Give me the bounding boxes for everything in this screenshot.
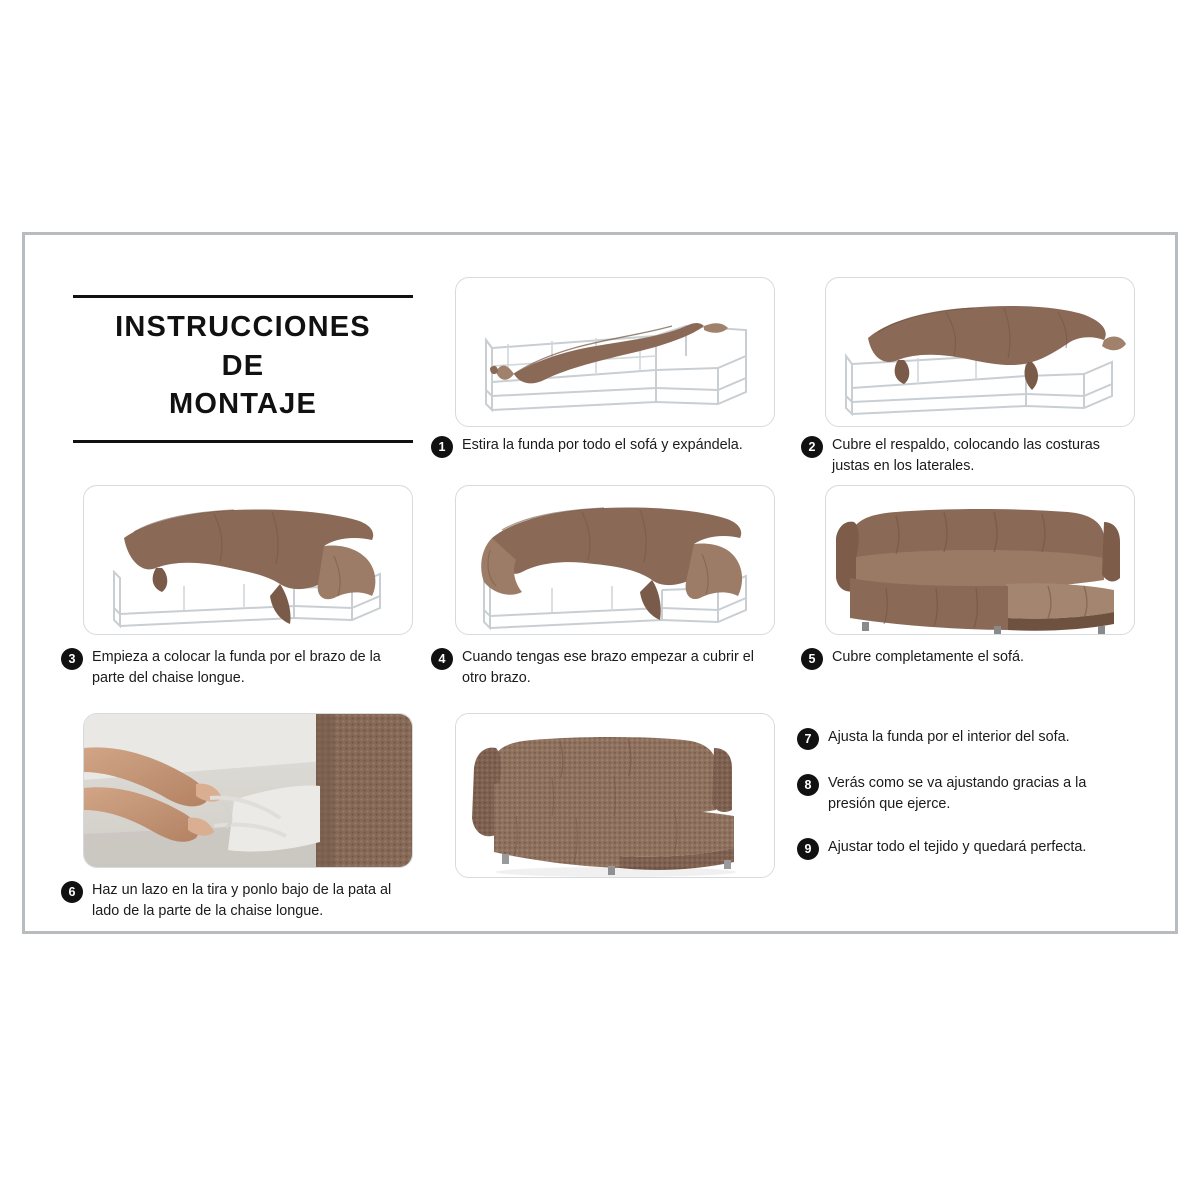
- step-6-text: Haz un lazo en la tira y ponlo bajo de la pata al lado de la parte de la chaise longue.: [92, 882, 392, 919]
- step-7-caption: [797, 727, 1117, 750]
- sofa-outline-step3-icon: [84, 486, 413, 635]
- instructions-sheet-frame: [22, 232, 1178, 934]
- step-3-caption: [61, 647, 416, 689]
- step-6-illustration-panel: [83, 713, 413, 868]
- step-4-text: Cuando tengas ese brazo empezar a cubrir el otro brazo.: [462, 649, 754, 686]
- step-6-caption: [61, 880, 421, 922]
- step-2-illustration-panel: [825, 277, 1135, 427]
- step-8-caption: [797, 773, 1117, 815]
- step-9-caption: [797, 837, 1127, 860]
- step-1-text: Estira la funda por todo el sofá y expándela.: [462, 437, 743, 453]
- step-4-illustration-panel: [455, 485, 775, 635]
- hands-tying-strap-photo: [84, 714, 413, 868]
- step-9-text: Ajustar todo el tejido y quedará perfecta.: [828, 839, 1087, 855]
- step-2-text: Cubre el respaldo, colocando las costuras justas en los laterales.: [832, 437, 1100, 474]
- instructions-sheet-inner: [25, 235, 1175, 931]
- page-title: [73, 295, 413, 443]
- step-9-badge: 9: [797, 838, 819, 860]
- step-2-caption: [801, 435, 1121, 477]
- title-line-1: INSTRUCCIONES: [115, 311, 371, 343]
- step-2-badge: 2: [801, 436, 823, 458]
- step-3-text: Empieza a colocar la funda por el brazo de la parte del chaise longue.: [92, 649, 381, 686]
- step-7-badge: 7: [797, 728, 819, 750]
- title-rule-bottom: [73, 440, 413, 443]
- step-8-text: Verás como se va ajustando gracias a la presión que ejerce.: [828, 775, 1087, 812]
- step-1-badge: 1: [431, 436, 453, 458]
- step-4-badge: 4: [431, 648, 453, 670]
- finished-sofa-photo: [456, 714, 775, 878]
- step-4-caption: [431, 647, 771, 689]
- step-5-caption: [801, 647, 1101, 670]
- step-5-text: Cubre completamente el sofá.: [832, 649, 1024, 665]
- step-1-caption: [431, 435, 781, 458]
- step-7-text: Ajusta la funda por el interior del sofa.: [828, 729, 1070, 745]
- sofa-outline-step4-icon: [456, 486, 775, 635]
- step-3-badge: 3: [61, 648, 83, 670]
- step-5-badge: 5: [801, 648, 823, 670]
- step-3-illustration-panel: [83, 485, 413, 635]
- step-8-badge: 8: [797, 774, 819, 796]
- finished-sofa-illustration-panel: [455, 713, 775, 878]
- title-line-2: DE: [221, 349, 265, 382]
- title-line-3: MONTAJE: [168, 388, 318, 421]
- step-6-badge: 6: [61, 881, 83, 903]
- step-1-illustration-panel: [455, 277, 775, 427]
- sofa-outline-step1-icon: [456, 278, 775, 427]
- sofa-covered-step5-icon: [826, 486, 1135, 635]
- title-text: [73, 298, 413, 426]
- step-5-illustration-panel: [825, 485, 1135, 635]
- sofa-outline-step2-icon: [826, 278, 1135, 427]
